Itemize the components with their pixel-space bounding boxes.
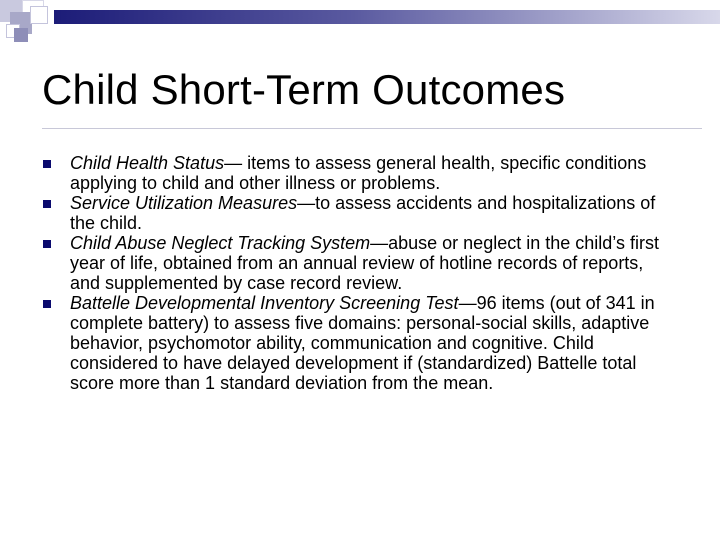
decorative-square [30,6,48,24]
slide-title: Child Short-Term Outcomes [42,66,566,113]
bullet-text: — items to assess general health, specific conditions applying to child and other illness or problems. [70,153,647,193]
bullet-item-child-health-status [0,153,670,193]
bullet-term: Child Health Status [70,153,225,173]
bullet-item-service-utilization [0,193,670,233]
title-divider [42,128,702,129]
header-gradient-bar [54,10,720,24]
square-bullet-icon [43,160,51,168]
bullet-text: —abuse or neglect in the child’s first year of life, obtained from an annual review of hotline records of reports, and supplemented by case record review. [70,233,659,293]
bullet-text: —to assess accidents and hospitalizations of the child. [70,193,656,233]
bullet-item-battelle-screening [0,293,670,393]
bullet-text: —96 items (out of 341 in complete battery) to assess five domains: personal-social skills, adaptive behavior, psychomotor ability, communication and cognitive. Child considered to have delayed development if (standardized) Battelle total score more than 1 standard deviation from the mean. [70,293,655,393]
square-bullet-icon [43,240,51,248]
bullet-term: Service Utilization Measures [70,193,298,213]
bullet-term: Battelle Developmental Inventory Screening Test [70,293,459,313]
square-bullet-icon [43,300,51,308]
decorative-square [14,28,28,42]
square-bullet-icon [43,200,51,208]
bullet-item-abuse-neglect-tracking [0,233,670,293]
bullet-term: Child Abuse Neglect Tracking System [70,233,371,253]
bullet-list [0,153,720,393]
